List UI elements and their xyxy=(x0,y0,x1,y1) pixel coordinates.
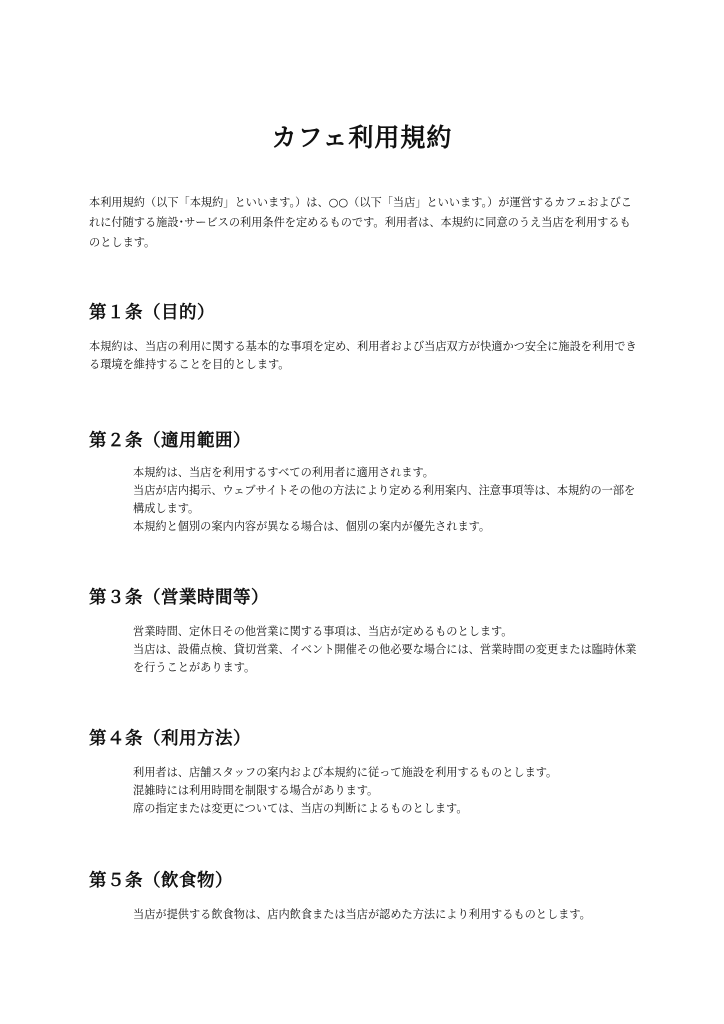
article-1-body xyxy=(89,338,637,374)
intro-paragraph: 本利用規約（以下「本規約」といいます。）は、○○（以下「当店」といいます。）が運営するカフェおよびこれに付随する施設･サービスの利用条件を定めるものです。利用者は、本規約に同意のうえ当店を利用するものとします。 xyxy=(89,196,632,249)
article-4-heading: 第４条（利用方法） xyxy=(89,729,251,749)
article-5-heading: 第５条（飲食物） xyxy=(89,871,233,891)
article-3-paragraph-1: 営業時間、定休日その他営業に関する事項は、当店が定めるものとします。 xyxy=(133,625,513,638)
article-2-body xyxy=(133,464,637,536)
document-title: カフェ利用規約 xyxy=(271,123,453,152)
article-3-paragraph-2: 当店は、設備点検、貸切営業、イベント開催その他必要な場合には、営業時間の変更または臨時休業を行うことがあります。 xyxy=(133,643,637,674)
article-5-paragraph-1: 当店が提供する飲食物は、店内飲食または当店が認めた方法により利用するものとします。 xyxy=(133,908,591,921)
article-2-paragraph-3: 本規約と個別の案内内容が異なる場合は、個別の案内が優先されます。 xyxy=(133,520,491,533)
article-3-heading: 第３条（営業時間等） xyxy=(89,588,269,608)
article-2-heading: 第２条（適用範囲） xyxy=(89,431,251,451)
article-5-body xyxy=(133,906,637,924)
article-2-paragraph-1: 本規約は、当店を利用するすべての利用者に適用されます。 xyxy=(133,466,434,479)
article-4-paragraph-2: 混雑時には利用時間を制限する場合があります。 xyxy=(133,784,379,797)
article-4-body xyxy=(133,764,637,818)
article-3-body xyxy=(133,623,637,677)
article-4-paragraph-3: 席の指定または変更については、当店の判断によるものとします。 xyxy=(133,802,468,815)
article-1-paragraph-1: 本規約は、当店の利用に関する基本的な事項を定め、利用者および当店双方が快適かつ安全に施設を利用できる環境を維持することを目的とします。 xyxy=(89,340,637,371)
article-2-paragraph-2: 当店が店内掲示、ウェブサイトその他の方法により定める利用案内、注意事項等は、本規約の一部を構成します。 xyxy=(133,484,636,515)
article-4-paragraph-1: 利用者は、店舗スタッフの案内および本規約に従って施設を利用するものとします。 xyxy=(133,766,558,779)
article-1-heading: 第１条（目的） xyxy=(89,303,215,323)
